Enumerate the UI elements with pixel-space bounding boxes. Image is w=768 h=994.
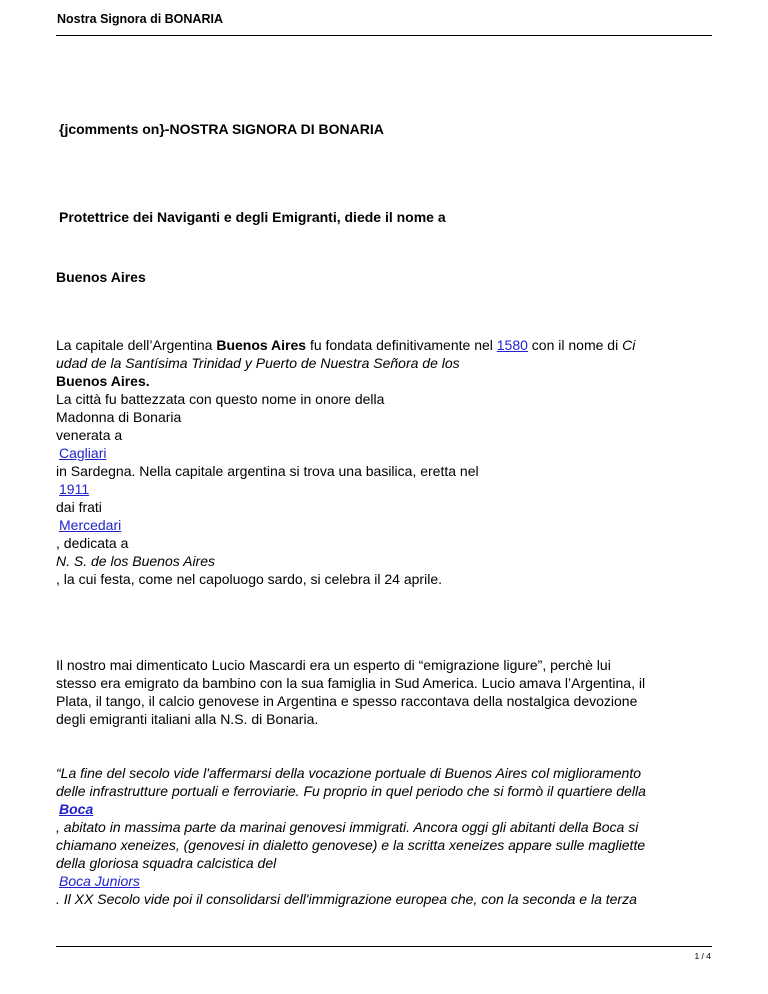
heading-buenos-aires: Buenos Aires — [56, 269, 146, 285]
text-line: della gloriosa squadra calcistica del — [56, 855, 277, 871]
link-mercedari[interactable]: Mercedari — [59, 517, 122, 533]
text-line: in Sardegna. Nella capitale argentina si trova una basilica, eretta nel — [56, 463, 479, 479]
text-line: N. S. de los Buenos Aires — [56, 553, 216, 569]
text-line: Il nostro mai dimenticato Lucio Mascardi era un esperto di “emigrazione ligure”, perchè lui — [56, 657, 611, 673]
text-line: dai frati — [56, 499, 102, 515]
link-1580[interactable]: 1580 — [496, 337, 528, 353]
text-line: venerata a — [56, 427, 123, 443]
link-1911[interactable]: 1911 — [59, 481, 90, 497]
text-line: . Il XX Secolo vide poi il consolidarsi dell'immigrazione europea che, con la seconda e la terza — [56, 891, 637, 907]
link-boca-juniors[interactable]: Boca Juniors — [59, 873, 140, 889]
text-line: Plata, il tango, il calcio genovese in Argentina e spesso raccontava della nostalgica devozione — [56, 693, 638, 709]
text-line: chiamano xeneizes, (genovesi in dialetto genovese) e la scritta xeneizes appare sulle magliette — [56, 837, 646, 853]
text-line: degli emigranti italiani alla N.S. di Bonaria. — [56, 711, 319, 727]
text-line: stesso era emigrato da bambino con la sua famiglia in Sud America. Lucio amava l’Argentina, il — [56, 675, 646, 691]
text-line: La città fu battezzata con questo nome in onore della — [56, 391, 385, 407]
link-boca[interactable]: Boca — [59, 801, 94, 817]
paragraph-quote — [56, 764, 646, 908]
text-line: , dedicata a — [56, 535, 129, 551]
text-line: “La fine del secolo vide l'affermarsi della vocazione portuale di Buenos Aires col miglioramento — [56, 765, 642, 781]
footer-rule — [56, 946, 712, 947]
text-line — [56, 872, 646, 890]
text-line: Madonna di Bonaria — [56, 409, 182, 425]
header-title: Nostra Signora di BONARIA — [57, 12, 223, 26]
text-line: Buenos Aires. — [56, 373, 150, 389]
text-line — [56, 800, 646, 818]
text-line: delle infrastrutture portuali e ferroviarie. Fu proprio in quel periodo che si formò il quartiere della — [56, 783, 646, 799]
text-line: , la cui festa, come nel capoluogo sardo, si celebra il 24 aprile. — [56, 571, 442, 587]
text-line — [56, 480, 635, 498]
header-rule — [56, 35, 712, 36]
page-number: 1 / 4 — [694, 951, 711, 961]
text-line: La capitale dell’Argentina Buenos Aires fu fondata definitivamente nel 1580 con il nome di Ci — [56, 337, 636, 353]
text-line: udad de la Santísima Trinidad y Puerto de Nuestra Señora de los — [56, 355, 460, 371]
heading-protettrice: Protettrice dei Naviganti e degli Emigranti, diede il nome a — [59, 209, 446, 225]
text-line: , abitato in massima parte da marinai genovesi immigrati. Ancora oggi gli abitanti della Boca si — [56, 819, 639, 835]
paragraph-lucio-mascardi — [56, 656, 645, 728]
text-line — [56, 444, 635, 462]
heading-jcomments: {jcomments on}-NOSTRA SIGNORA DI BONARIA — [59, 121, 384, 137]
paragraph-buenos-aires — [56, 336, 635, 588]
link-cagliari[interactable]: Cagliari — [59, 445, 107, 461]
text-line — [56, 516, 635, 534]
